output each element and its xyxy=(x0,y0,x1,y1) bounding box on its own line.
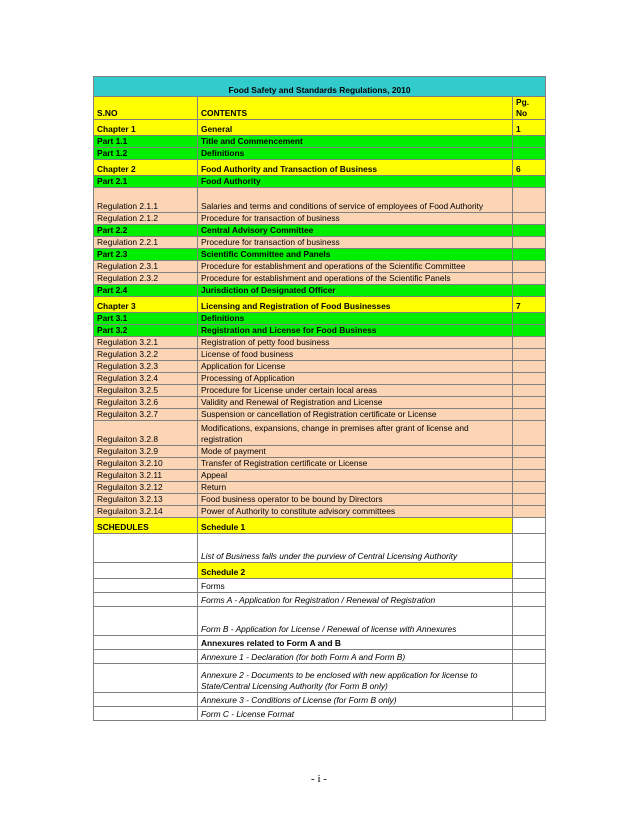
row-number: Regulation 2.2.1 xyxy=(94,237,198,249)
row-contents: Mode of payment xyxy=(198,446,513,458)
blank-cell xyxy=(513,664,546,693)
part-row xyxy=(94,136,546,148)
regulation-row xyxy=(94,261,546,273)
row-contents: Processing of Application xyxy=(198,373,513,385)
schedule-title: Schedule 2 xyxy=(198,563,513,579)
regulation-row xyxy=(94,397,546,409)
row-contents: Appeal xyxy=(198,470,513,482)
row-page xyxy=(513,409,546,421)
blank-cell xyxy=(94,579,198,593)
row-contents: Registration and License for Food Business xyxy=(198,325,513,337)
blank-cell xyxy=(94,664,198,693)
row-page xyxy=(513,325,546,337)
row-contents: Jurisdiction of Designated Officer xyxy=(198,285,513,297)
blank-cell xyxy=(513,636,546,650)
row-contents: Central Advisory Committee xyxy=(198,225,513,237)
row-page xyxy=(513,385,546,397)
schedule-item-row xyxy=(94,707,546,721)
schedule-row xyxy=(94,518,546,534)
row-number: Regulaiton 3.2.10 xyxy=(94,458,198,470)
row-page xyxy=(513,313,546,325)
chapter-row xyxy=(94,297,546,313)
blank-cell xyxy=(513,563,546,579)
row-number: Regulaiton 3.2.7 xyxy=(94,409,198,421)
schedule-item: List of Business falls under the purview of Central Licensing Authority xyxy=(198,534,513,563)
row-page: 1 xyxy=(513,120,546,136)
row-number: Part 2.3 xyxy=(94,249,198,261)
part-row xyxy=(94,313,546,325)
schedule-item-row xyxy=(94,693,546,707)
schedule-item-row xyxy=(94,636,546,650)
part-row xyxy=(94,176,546,188)
row-number: Regulation 3.2.4 xyxy=(94,373,198,385)
row-number: Part 3.1 xyxy=(94,313,198,325)
blank-cell xyxy=(94,707,198,721)
header-sno: S.NO xyxy=(94,97,198,120)
row-page: 7 xyxy=(513,297,546,313)
row-number: Regulaiton 3.2.13 xyxy=(94,494,198,506)
row-page xyxy=(513,261,546,273)
row-number: Regulation 3.2.1 xyxy=(94,337,198,349)
blank-cell xyxy=(94,534,198,563)
regulation-row xyxy=(94,506,546,518)
schedule-item-row xyxy=(94,607,546,636)
schedule-item: Forms xyxy=(198,579,513,593)
regulation-row xyxy=(94,421,546,446)
row-number: Regulation 3.2.2 xyxy=(94,349,198,361)
contents-table xyxy=(93,76,546,721)
blank-cell xyxy=(513,579,546,593)
row-number: Regulaiton 3.2.8 xyxy=(94,421,198,446)
part-row xyxy=(94,148,546,160)
row-contents: Scientific Committee and Panels xyxy=(198,249,513,261)
regulation-row xyxy=(94,188,546,213)
row-number: Regulaiton 3.2.12 xyxy=(94,482,198,494)
schedule-item-row xyxy=(94,593,546,607)
part-row xyxy=(94,285,546,297)
row-contents: Return xyxy=(198,482,513,494)
row-page xyxy=(513,148,546,160)
row-number: Regulaiton 3.2.14 xyxy=(94,506,198,518)
schedule-item: Forms A - Application for Registration / Renewal of Registration xyxy=(198,593,513,607)
row-page xyxy=(513,446,546,458)
row-number: Regulation 3.2.3 xyxy=(94,361,198,373)
row-contents: Validity and Renewal of Registration and License xyxy=(198,397,513,409)
row-page xyxy=(513,237,546,249)
row-contents: Definitions xyxy=(198,313,513,325)
row-page xyxy=(513,421,546,446)
row-contents: Licensing and Registration of Food Businesses xyxy=(198,297,513,313)
row-contents: Title and Commencement xyxy=(198,136,513,148)
regulation-row xyxy=(94,213,546,225)
regulation-row xyxy=(94,349,546,361)
row-page xyxy=(513,337,546,349)
blank-cell xyxy=(513,650,546,664)
row-contents: Procedure for establishment and operations of the Scientific Committee xyxy=(198,261,513,273)
blank-cell xyxy=(94,693,198,707)
schedules-label: SCHEDULES xyxy=(94,518,198,534)
row-contents: Procedure for License under certain local areas xyxy=(198,385,513,397)
header-contents: CONTENTS xyxy=(198,97,513,120)
header-page: Pg. No xyxy=(513,97,546,120)
row-number: Part 3.2 xyxy=(94,325,198,337)
chapter-row xyxy=(94,120,546,136)
regulation-row xyxy=(94,237,546,249)
chapter-row xyxy=(94,160,546,176)
regulation-row xyxy=(94,458,546,470)
row-page xyxy=(513,373,546,385)
row-contents: Modifications, expansions, change in premises after grant of license and registration xyxy=(198,421,513,446)
regulation-row xyxy=(94,385,546,397)
row-number: Part 2.4 xyxy=(94,285,198,297)
regulation-row xyxy=(94,409,546,421)
part-row xyxy=(94,325,546,337)
row-number: Regulaiton 3.2.6 xyxy=(94,397,198,409)
row-contents: Food Authority xyxy=(198,176,513,188)
regulation-row xyxy=(94,494,546,506)
row-page xyxy=(513,249,546,261)
schedule-item-row xyxy=(94,650,546,664)
regulation-row xyxy=(94,482,546,494)
part-row xyxy=(94,249,546,261)
row-page xyxy=(513,506,546,518)
page-number: - i - xyxy=(311,773,327,785)
row-page xyxy=(513,361,546,373)
blank-cell xyxy=(94,650,198,664)
regulation-row xyxy=(94,273,546,285)
row-number: Regulation 2.3.1 xyxy=(94,261,198,273)
blank-cell xyxy=(94,563,198,579)
blank-cell xyxy=(94,636,198,650)
schedule-item: Annexure 3 - Conditions of License (for Form B only) xyxy=(198,693,513,707)
row-number: Part 1.2 xyxy=(94,148,198,160)
row-number: Regulaiton 3.2.11 xyxy=(94,470,198,482)
row-number: Regulation 2.1.1 xyxy=(94,188,198,213)
row-contents: Definitions xyxy=(198,148,513,160)
blank-cell xyxy=(513,707,546,721)
row-page xyxy=(513,225,546,237)
row-page xyxy=(513,188,546,213)
row-contents: Transfer of Registration certificate or License xyxy=(198,458,513,470)
row-contents: Procedure for establishment and operations of the Scientific Panels xyxy=(198,273,513,285)
blank-cell xyxy=(513,534,546,563)
header-row xyxy=(94,97,546,120)
row-number: Regulaiton 3.2.9 xyxy=(94,446,198,458)
schedule-item: Annexures related to Form A and B xyxy=(198,636,513,650)
row-page xyxy=(513,213,546,225)
schedule-item: Form C - License Format xyxy=(198,707,513,721)
blank-cell xyxy=(513,518,546,534)
regulation-row xyxy=(94,470,546,482)
row-contents: License of food business xyxy=(198,349,513,361)
row-number: Part 2.1 xyxy=(94,176,198,188)
schedule-item-row xyxy=(94,664,546,693)
row-page xyxy=(513,494,546,506)
row-contents: Power of Authority to constitute advisory committees xyxy=(198,506,513,518)
schedule-item-row xyxy=(94,579,546,593)
row-page xyxy=(513,470,546,482)
blank-cell xyxy=(94,607,198,636)
row-number: Chapter 1 xyxy=(94,120,198,136)
row-number: Regulation 2.1.2 xyxy=(94,213,198,225)
schedule-item-row xyxy=(94,534,546,563)
regulation-row xyxy=(94,373,546,385)
blank-cell xyxy=(513,607,546,636)
blank-cell xyxy=(513,693,546,707)
row-number: Regulaiton 3.2.5 xyxy=(94,385,198,397)
row-page xyxy=(513,273,546,285)
schedule-item: Annexure 2 - Documents to be enclosed with new application for license to State/Central Licensing Authority (for Form B only) xyxy=(198,664,513,693)
row-contents: General xyxy=(198,120,513,136)
row-contents: Food Authority and Transaction of Business xyxy=(198,160,513,176)
row-page xyxy=(513,136,546,148)
row-page xyxy=(513,349,546,361)
row-contents: Procedure for transaction of business xyxy=(198,237,513,249)
part-row xyxy=(94,225,546,237)
regulation-row xyxy=(94,361,546,373)
schedule-item: Annexure 1 - Declaration (for both Form A and Form B) xyxy=(198,650,513,664)
row-contents: Registration of petty food business xyxy=(198,337,513,349)
row-contents: Food business operator to be bound by Directors xyxy=(198,494,513,506)
row-number: Regulation 2.3.2 xyxy=(94,273,198,285)
schedule-item: Form B - Application for License / Renewal of license with Annexures xyxy=(198,607,513,636)
row-page xyxy=(513,458,546,470)
row-page xyxy=(513,482,546,494)
regulation-row xyxy=(94,446,546,458)
row-contents: Suspension or cancellation of Registration certificate or License xyxy=(198,409,513,421)
blank-cell xyxy=(94,593,198,607)
table-title-row xyxy=(94,77,546,97)
schedule-row xyxy=(94,563,546,579)
row-number: Chapter 2 xyxy=(94,160,198,176)
row-page xyxy=(513,285,546,297)
row-contents: Procedure for transaction of business xyxy=(198,213,513,225)
row-number: Chapter 3 xyxy=(94,297,198,313)
document-title: Food Safety and Standards Regulations, 2010 xyxy=(94,77,546,97)
schedule-title: Schedule 1 xyxy=(198,518,513,534)
row-page: 6 xyxy=(513,160,546,176)
row-contents: Salaries and terms and conditions of service of employees of Food Authority xyxy=(198,188,513,213)
row-page xyxy=(513,176,546,188)
row-number: Part 1.1 xyxy=(94,136,198,148)
regulation-row xyxy=(94,337,546,349)
blank-cell xyxy=(513,593,546,607)
row-number: Part 2.2 xyxy=(94,225,198,237)
row-page xyxy=(513,397,546,409)
row-contents: Application for License xyxy=(198,361,513,373)
